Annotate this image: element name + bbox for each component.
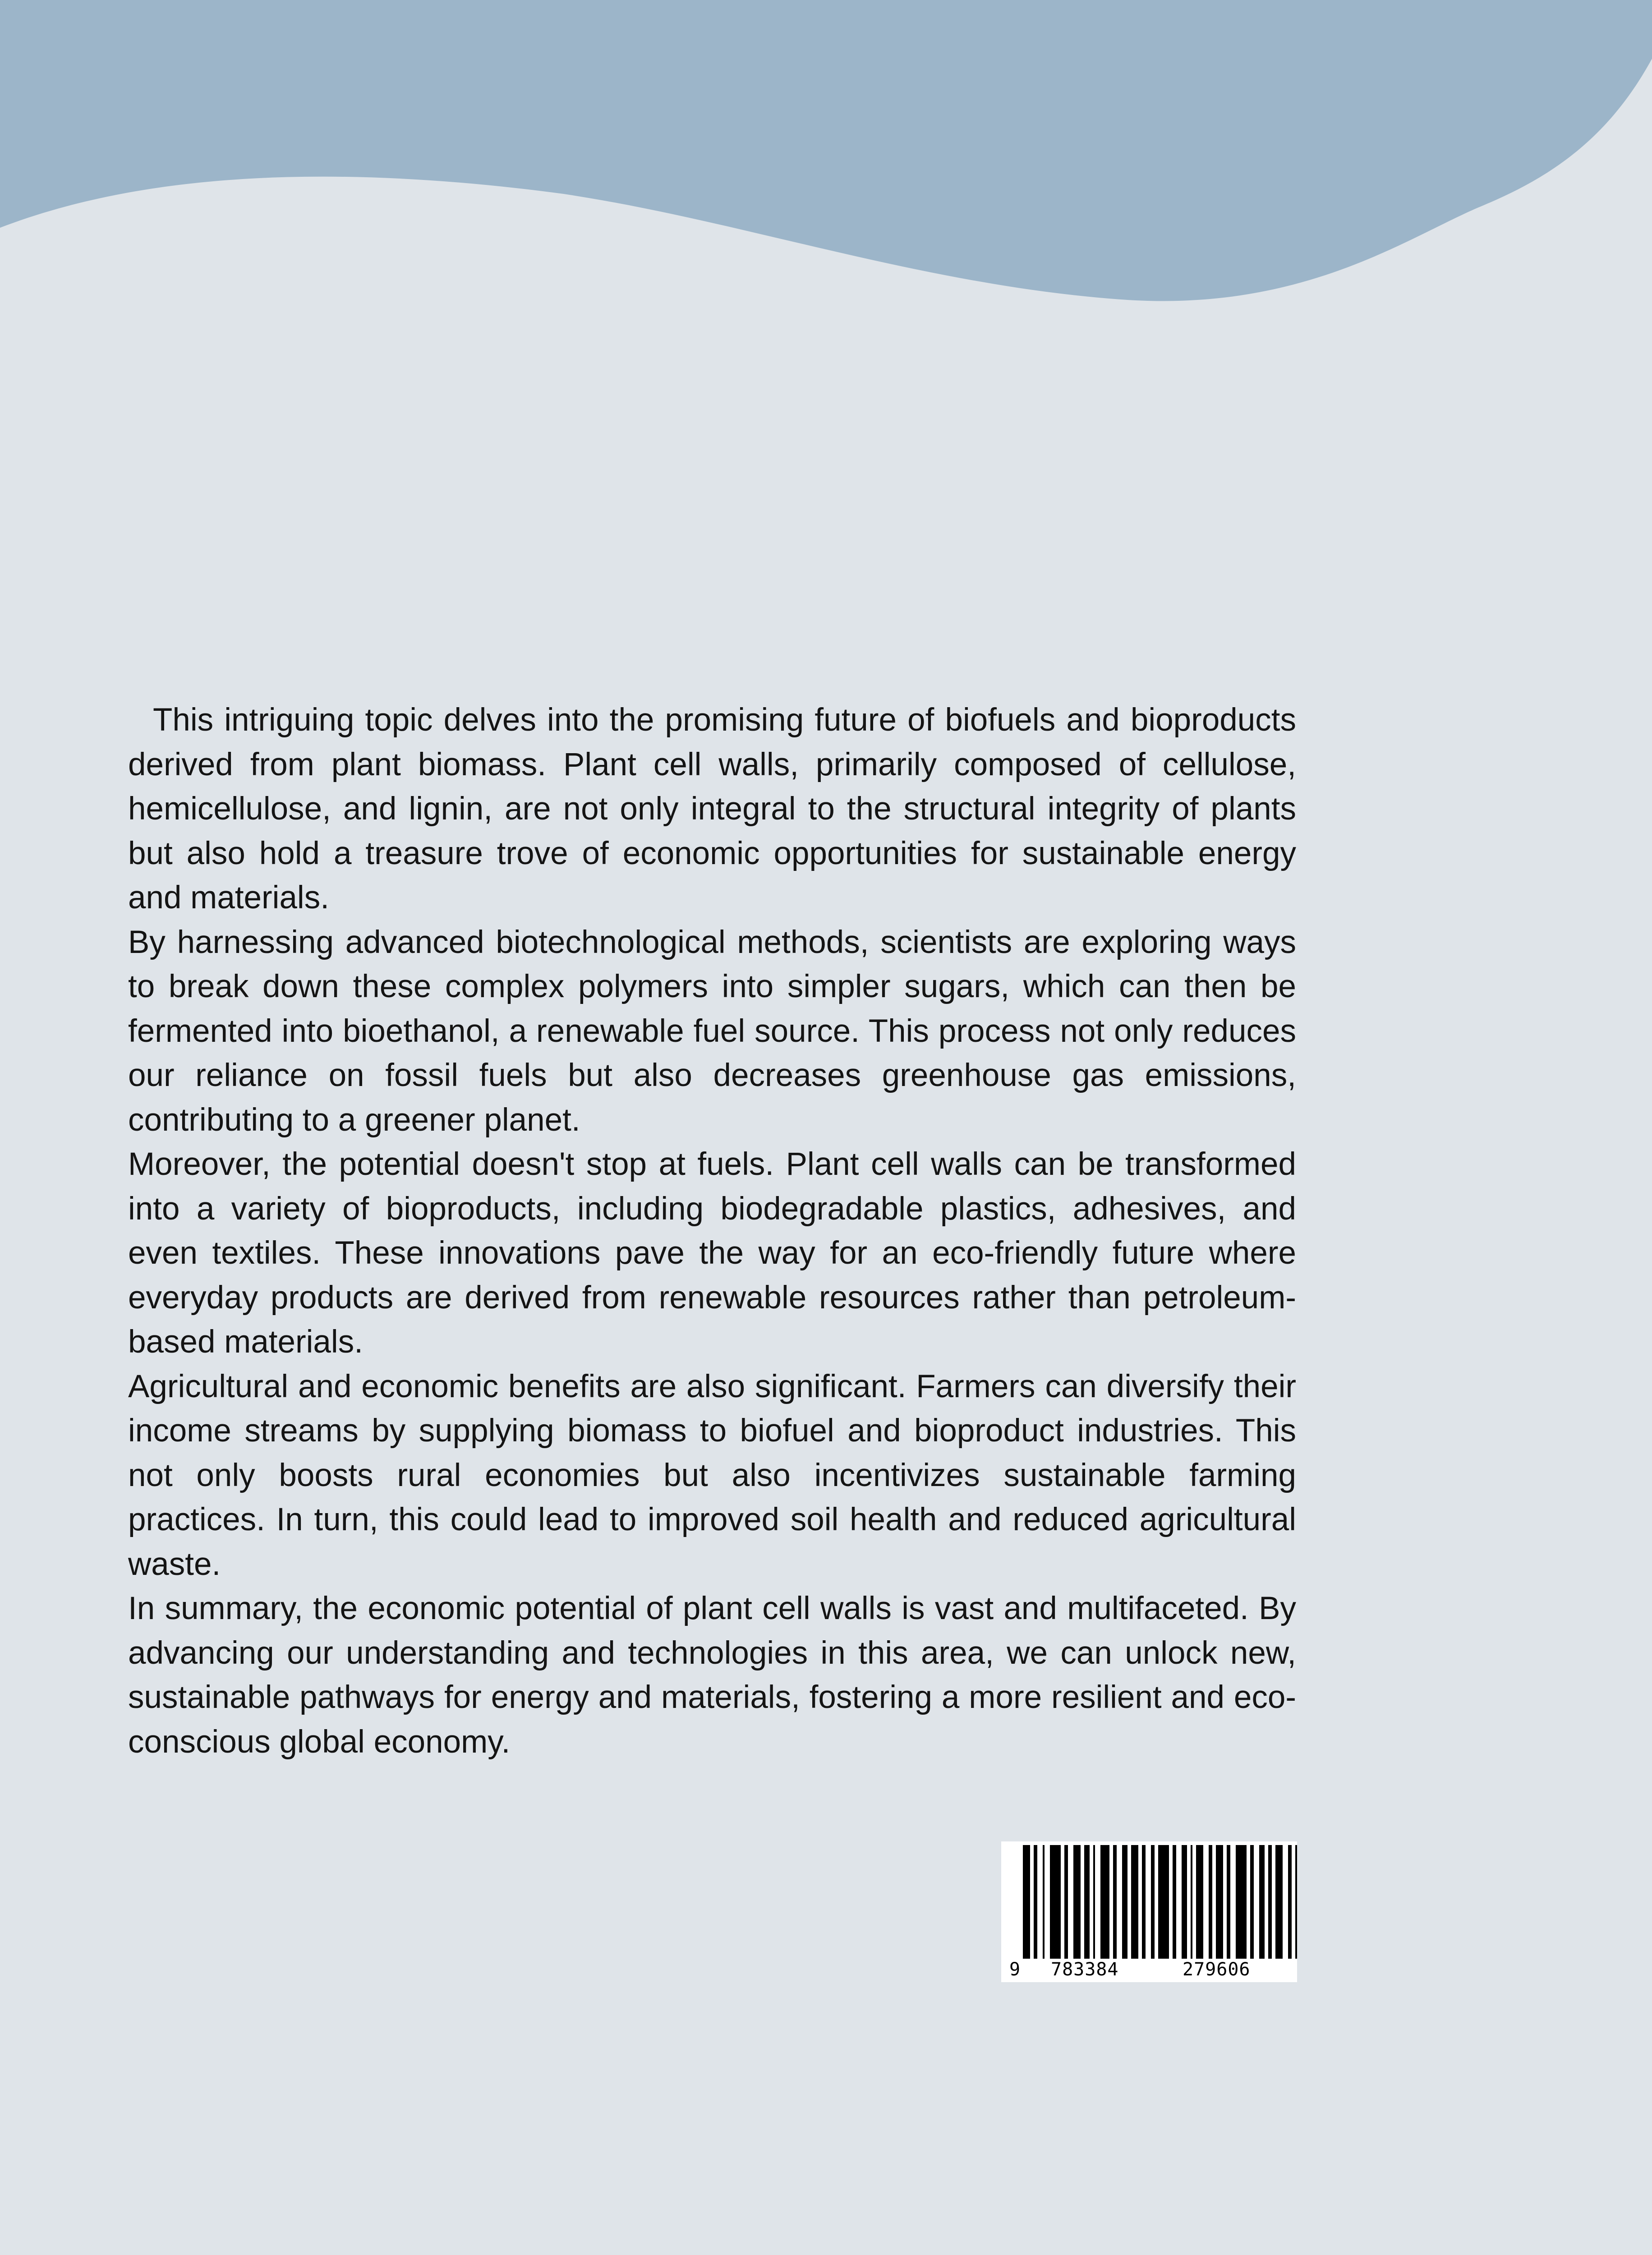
blurb-paragraph: This intriguing topic delves into the promising future of biofuels and bioproducts derived from plant biomass. Plant cell walls, primarily composed of cellulose, hemicellulose, and lignin, are not only integral to the structural integrity of plants but also hold a treasure trove of economic opportunities for sustainable energy and materials. [128, 702, 1296, 916]
blurb-paragraph: In summary, the economic potential of plant cell walls is vast and multifaceted. By advancing our understanding and technologies in this area, we can unlock new, sustainable pathways for energy and materials, fostering a more resilient and eco-conscious global economy. [128, 1591, 1296, 1760]
barcode-bar [1268, 1845, 1272, 1959]
barcode-bar [1073, 1845, 1081, 1959]
barcode-digit-lead: 9 [1009, 1959, 1021, 1980]
barcode-bar [1093, 1845, 1095, 1959]
barcode-bar [1236, 1845, 1247, 1959]
barcode-bar [1275, 1845, 1283, 1959]
barcode-bars [1001, 1841, 1297, 1982]
blurb-paragraph: Moreover, the potential doesn't stop at fuels. Plant cell walls can be transformed into a variety of bioproducts, including biodegradable plastics, adhesives, and even textiles. These innovations pave the way for an eco-friendly future where everyday products are derived from renewable resources rather than petroleum-based materials. [128, 1146, 1296, 1360]
barcode-bar [1259, 1845, 1265, 1959]
barcode-bar [1173, 1845, 1176, 1959]
back-cover-blurb [128, 698, 1296, 1764]
barcode-bar [1064, 1845, 1068, 1959]
barcode-bar [1023, 1845, 1030, 1959]
barcode-bar [1122, 1845, 1127, 1959]
barcode-bar [1084, 1845, 1090, 1959]
barcode-bar [1250, 1845, 1254, 1959]
blurb-paragraph: By harnessing advanced biotechnological methods, scientists are exploring ways to break down these complex polymers into simpler sugars, which can then be fermented into bioethanol, a renewable fuel source. This process not only reduces our reliance on fossil fuels but also decreases greenhouse gas emissions, contributing to a greener planet. [128, 924, 1296, 1138]
blurb-paragraph: Agricultural and economic benefits are also significant. Farmers can diversify their income streams by supplying biomass to biofuel and bioproduct industries. This not only boosts rural economies but also incentivizes sustainable farming practices. In turn, this could lead to improved soil health and reduced agricultural waste. [128, 1368, 1296, 1582]
isbn-barcode [1001, 1841, 1297, 1982]
barcode-bar [1288, 1845, 1292, 1959]
barcode-bar [1191, 1845, 1192, 1959]
barcode-bar [1131, 1845, 1138, 1959]
barcode-bar [1227, 1845, 1230, 1959]
barcode-bar [1034, 1845, 1037, 1959]
barcode-bar [1216, 1845, 1223, 1959]
barcode-digits-right: 279606 [1183, 1959, 1251, 1980]
header-wave [0, 0, 1652, 316]
barcode-bar [1182, 1845, 1187, 1959]
barcode-bar [1113, 1845, 1117, 1959]
barcode-bar [1158, 1845, 1169, 1959]
barcode-bar [1050, 1845, 1061, 1959]
barcode-bar [1043, 1845, 1045, 1959]
barcode-bar [1295, 1845, 1297, 1959]
barcode-digits-left: 783384 [1051, 1959, 1119, 1980]
barcode-bar [1209, 1845, 1212, 1959]
barcode-bar [1151, 1845, 1155, 1959]
barcode-bar [1100, 1845, 1109, 1959]
barcode-bar [1196, 1845, 1203, 1959]
barcode-bar [1142, 1845, 1146, 1959]
